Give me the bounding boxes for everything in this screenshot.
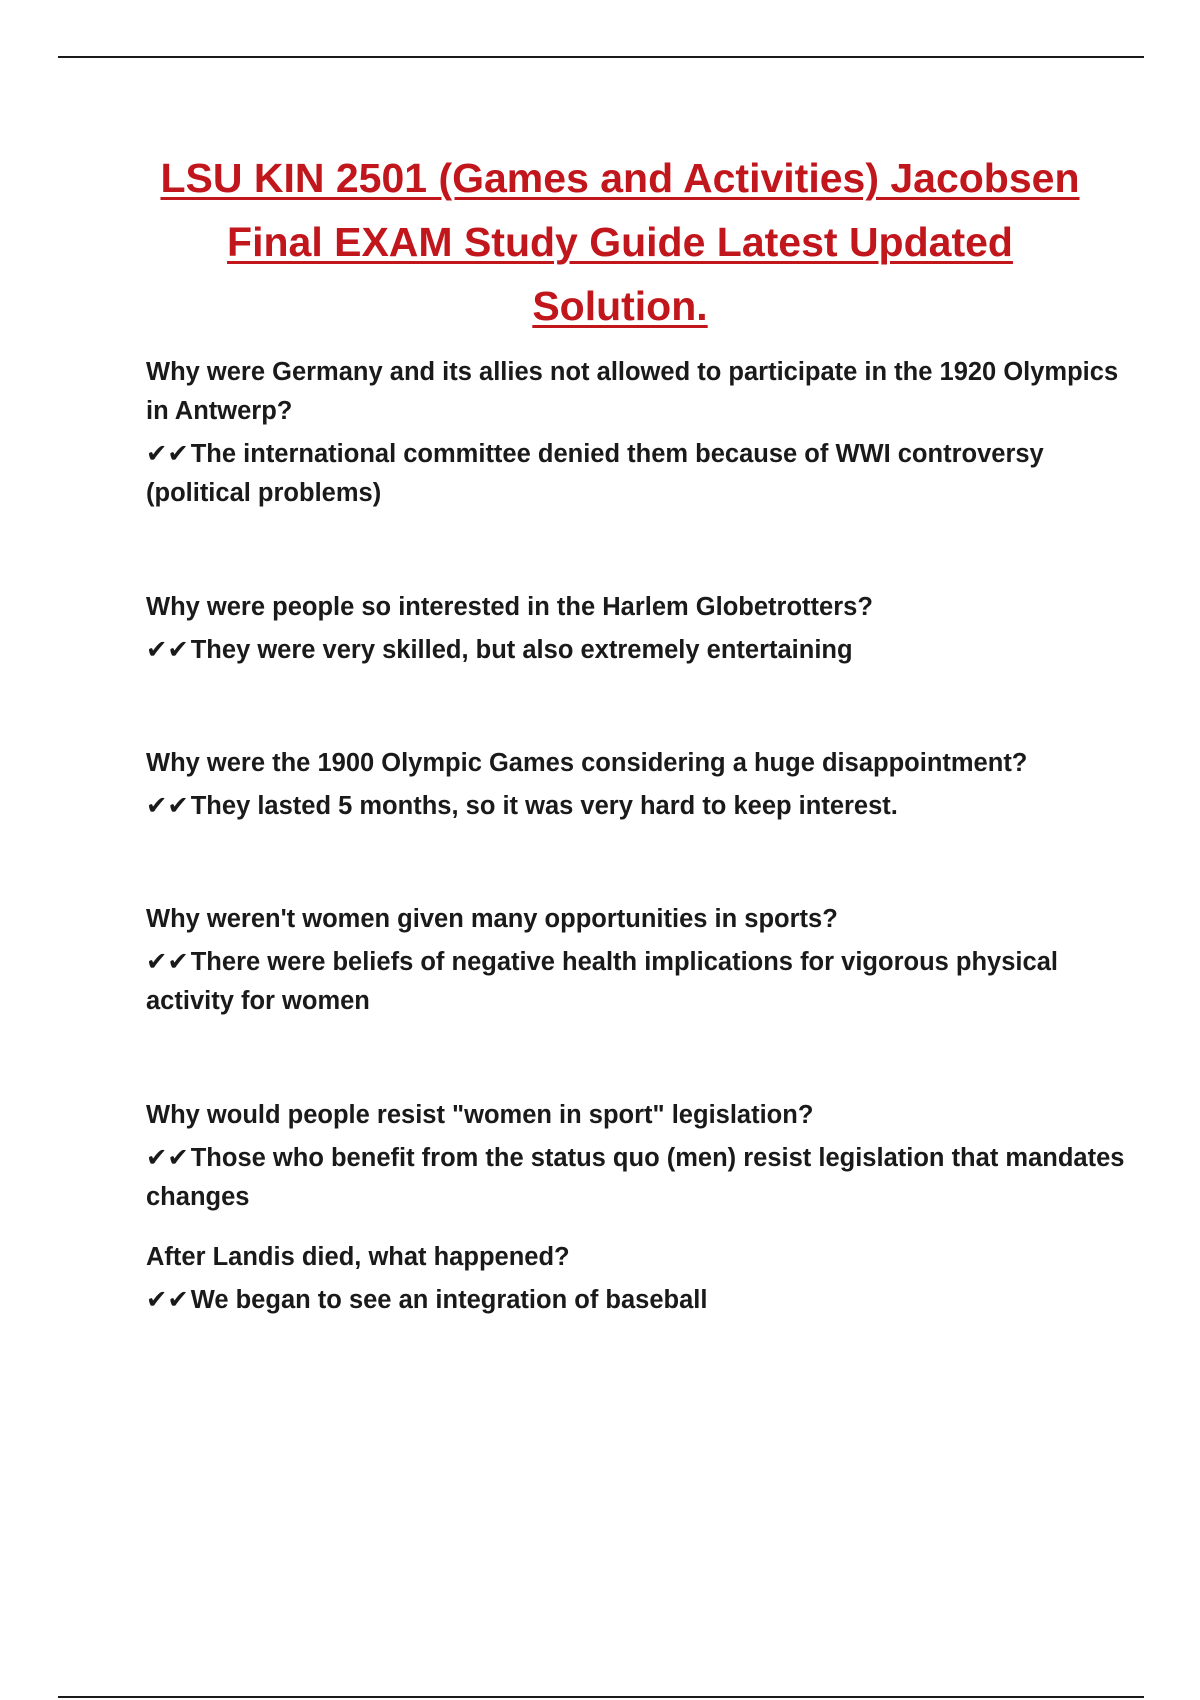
bottom-rule — [58, 1696, 1144, 1698]
qa-item — [146, 744, 1146, 826]
qa-item — [146, 1096, 1146, 1217]
double-check-icon: ✔✔ — [146, 439, 189, 469]
qa-item — [146, 588, 1146, 670]
top-rule — [58, 56, 1144, 58]
answer-text: We began to see an integration of baseball — [190, 1286, 708, 1314]
question-text: Why were people so interested in the Harlem Globetrotters? — [146, 593, 873, 621]
answer — [146, 631, 1146, 670]
question-text: Why were Germany and its allies not allowed to participate in the 1920 Olympics in Antwerp? — [146, 358, 1119, 425]
answer-text: The international committee denied them because of WWI controversy (political problems) — [146, 440, 1044, 507]
double-check-icon: ✔✔ — [146, 947, 189, 977]
answer-text: They were very skilled, but also extremely entertaining — [190, 636, 853, 664]
qa-item — [146, 1238, 1146, 1320]
double-check-icon: ✔✔ — [146, 635, 189, 665]
answer-text: They lasted 5 months, so it was very hard to keep interest. — [190, 792, 898, 820]
question-text: Why weren't women given many opportunities in sports? — [146, 905, 838, 933]
double-check-icon: ✔✔ — [146, 791, 189, 821]
document-title: LSU KIN 2501 (Games and Activities) Jacobsen Final EXAM Study Guide Latest Updated Solution. — [160, 155, 1080, 329]
answer — [146, 943, 1146, 1021]
answer — [146, 1281, 1146, 1320]
question-text: Why would people resist "women in sport" legislation? — [146, 1101, 814, 1129]
answer — [146, 1139, 1146, 1217]
answer-text: There were beliefs of negative health implications for vigorous physical activity for women — [146, 948, 1058, 1015]
answer — [146, 787, 1146, 826]
double-check-icon: ✔✔ — [146, 1143, 189, 1173]
answer — [146, 435, 1146, 513]
double-check-icon: ✔✔ — [146, 1285, 189, 1315]
qa-item — [146, 353, 1146, 513]
qa-item — [146, 900, 1146, 1021]
answer-text: Those who benefit from the status quo (men) resist legislation that mandates changes — [146, 1144, 1125, 1211]
question-text: Why were the 1900 Olympic Games considering a huge disappointment? — [146, 749, 1028, 777]
question-text: After Landis died, what happened? — [146, 1243, 570, 1271]
